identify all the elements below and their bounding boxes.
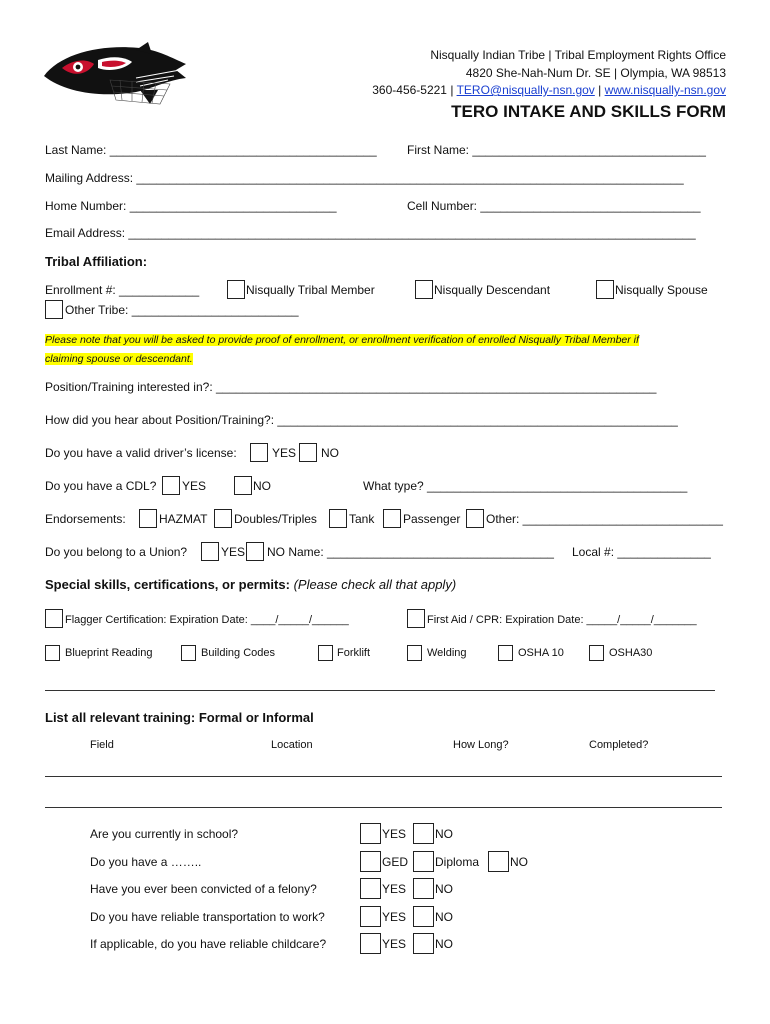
enrollment-number-field[interactable]: Enrollment #: ____________ xyxy=(45,283,200,297)
license-yes-label: YES xyxy=(272,446,297,460)
proof-notice xyxy=(45,330,639,368)
other-tribe-field[interactable]: Other Tribe: _________________________ xyxy=(65,303,299,317)
firstaid-field[interactable]: First Aid / CPR: Expiration Date: _____/_____/_______ xyxy=(427,614,697,626)
union-yes-label: YES xyxy=(221,545,246,559)
cdl-no-checkbox[interactable] xyxy=(234,476,252,495)
transport-no-label: NO xyxy=(435,910,453,924)
osha10-checkbox[interactable] xyxy=(498,645,513,661)
school-yes-label: YES xyxy=(382,827,407,841)
cdl-no-label: NO xyxy=(253,479,271,493)
school-no-label: NO xyxy=(435,827,453,841)
blueprint-checkbox[interactable] xyxy=(45,645,60,661)
felony-yes-checkbox[interactable] xyxy=(360,878,381,899)
flagger-checkbox[interactable] xyxy=(45,609,63,628)
license-question: Do you have a valid driver’s license: xyxy=(45,446,237,460)
felony-no-label: NO xyxy=(435,882,453,896)
col-field: Field xyxy=(90,739,114,751)
firstaid-checkbox[interactable] xyxy=(407,609,425,628)
education-question: Do you have a …….. xyxy=(90,855,202,869)
org-phone: 360-456-5221 | xyxy=(372,83,454,97)
ged-checkbox[interactable] xyxy=(360,851,381,872)
training-line-2[interactable] xyxy=(45,807,722,808)
childcare-no-label: NO xyxy=(435,937,453,951)
education-no-label: NO xyxy=(510,855,528,869)
email-link[interactable]: TERO@nisqually-nsn.gov xyxy=(456,83,595,97)
email-address-field[interactable]: Email Address: _____________________________________________________________________________________ xyxy=(45,226,696,240)
org-address: 4820 She-Nah-Num Dr. SE | Olympia, WA 98513 xyxy=(465,66,726,80)
form-title: TERO INTAKE AND SKILLS FORM xyxy=(451,102,726,121)
training-heading: List all relevant training: Formal or Informal xyxy=(45,710,314,725)
mailing-address-field[interactable]: Mailing Address: __________________________________________________________________________________ xyxy=(45,171,684,185)
cdl-type-field[interactable]: What type? _______________________________________ xyxy=(363,479,688,493)
descendant-label: Nisqually Descendant xyxy=(434,283,551,297)
union-name-field[interactable]: NO Name: __________________________________ xyxy=(267,545,554,559)
endorsement-other-field[interactable]: Other: ______________________________ xyxy=(486,512,723,526)
position-interested-field[interactable]: Position/Training interested in?: __________________________________________________________________ xyxy=(45,380,657,394)
childcare-yes-label: YES xyxy=(382,937,407,951)
passenger-label: Passenger xyxy=(403,512,461,526)
last-name-field[interactable]: Last Name: ________________________________________ xyxy=(45,143,377,157)
school-no-checkbox[interactable] xyxy=(413,823,434,844)
contact-separator: | xyxy=(598,83,602,97)
felony-question: Have you ever been convicted of a felony? xyxy=(90,882,317,896)
cdl-yes-checkbox[interactable] xyxy=(162,476,180,495)
education-no-checkbox[interactable] xyxy=(488,851,509,872)
building-codes-label: Building Codes xyxy=(201,647,275,659)
tribal-logo xyxy=(40,40,190,108)
tank-checkbox[interactable] xyxy=(329,509,347,528)
union-no-checkbox[interactable] xyxy=(246,542,264,561)
home-number-field[interactable]: Home Number: _______________________________ xyxy=(45,199,337,213)
welding-checkbox[interactable] xyxy=(407,645,422,661)
childcare-no-checkbox[interactable] xyxy=(413,933,434,954)
col-how-long: How Long? xyxy=(453,739,509,751)
osha30-label: OSHA30 xyxy=(609,647,653,659)
tank-label: Tank xyxy=(349,512,375,526)
union-local-field[interactable]: Local #: ______________ xyxy=(572,545,711,559)
doubles-triples-checkbox[interactable] xyxy=(214,509,232,528)
forklift-checkbox[interactable] xyxy=(318,645,333,661)
transport-yes-label: YES xyxy=(382,910,407,924)
skills-other-line[interactable] xyxy=(45,690,715,691)
diploma-checkbox[interactable] xyxy=(413,851,434,872)
tribal-member-checkbox[interactable] xyxy=(227,280,245,299)
transport-yes-checkbox[interactable] xyxy=(360,906,381,927)
special-skills-heading-text: Special skills, certifications, or permits: xyxy=(45,577,290,592)
cdl-question: Do you have a CDL? xyxy=(45,479,157,493)
endorsements-label: Endorsements: xyxy=(45,512,126,526)
license-no-checkbox[interactable] xyxy=(299,443,317,462)
childcare-question: If applicable, do you have reliable childcare? xyxy=(90,937,327,951)
spouse-label: Nisqually Spouse xyxy=(615,283,708,297)
training-line-1[interactable] xyxy=(45,776,722,777)
school-yes-checkbox[interactable] xyxy=(360,823,381,844)
proof-notice-line2: claiming spouse or descendant. xyxy=(45,353,193,365)
license-yes-checkbox[interactable] xyxy=(250,443,268,462)
descendant-checkbox[interactable] xyxy=(415,280,433,299)
col-completed: Completed? xyxy=(589,739,649,751)
special-skills-heading xyxy=(45,577,456,592)
first-name-field[interactable]: First Name: ___________________________________ xyxy=(407,143,706,157)
endorsement-other-checkbox[interactable] xyxy=(466,509,484,528)
cell-number-field[interactable]: Cell Number: _________________________________ xyxy=(407,199,701,213)
org-contact xyxy=(372,83,726,97)
welding-label: Welding xyxy=(427,647,467,659)
col-location: Location xyxy=(271,739,313,751)
license-no-label: NO xyxy=(321,446,339,460)
transport-question: Do you have reliable transportation to work? xyxy=(90,910,325,924)
hazmat-checkbox[interactable] xyxy=(139,509,157,528)
ged-label: GED xyxy=(382,855,409,869)
blueprint-label: Blueprint Reading xyxy=(65,647,153,659)
tribal-affiliation-heading: Tribal Affiliation: xyxy=(45,254,148,269)
felony-yes-label: YES xyxy=(382,882,407,896)
osha10-label: OSHA 10 xyxy=(518,647,564,659)
tribal-member-label: Nisqually Tribal Member xyxy=(246,283,375,297)
union-question: Do you belong to a Union? xyxy=(45,545,188,559)
doubles-triples-label: Doubles/Triples xyxy=(234,512,317,526)
diploma-label: Diploma xyxy=(435,855,480,869)
passenger-checkbox[interactable] xyxy=(383,509,401,528)
transport-no-checkbox[interactable] xyxy=(413,906,434,927)
other-tribe-checkbox[interactable] xyxy=(45,300,63,319)
spouse-checkbox[interactable] xyxy=(596,280,614,299)
org-line: Nisqually Indian Tribe | Tribal Employment Rights Office xyxy=(430,48,726,62)
union-yes-checkbox[interactable] xyxy=(201,542,219,561)
cdl-yes-label: YES xyxy=(182,479,207,493)
flagger-field[interactable]: Flagger Certification: Expiration Date: ____/_____/______ xyxy=(65,614,349,626)
special-skills-note: (Please check all that apply) xyxy=(293,577,457,592)
osha30-checkbox[interactable] xyxy=(589,645,604,661)
how-heard-field[interactable]: How did you hear about Position/Training?: ____________________________________________________________ xyxy=(45,413,678,427)
hazmat-label: HAZMAT xyxy=(159,512,208,526)
felony-no-checkbox[interactable] xyxy=(413,878,434,899)
building-codes-checkbox[interactable] xyxy=(181,645,196,661)
school-question: Are you currently in school? xyxy=(90,827,239,841)
childcare-yes-checkbox[interactable] xyxy=(360,933,381,954)
forklift-label: Forklift xyxy=(337,647,370,659)
proof-notice-line1: Please note that you will be asked to provide proof of enrollment, or enrollment verification of enrolled Nisqually Tribal Member if xyxy=(45,334,639,346)
website-link[interactable]: www.nisqually-nsn.gov xyxy=(604,83,726,97)
